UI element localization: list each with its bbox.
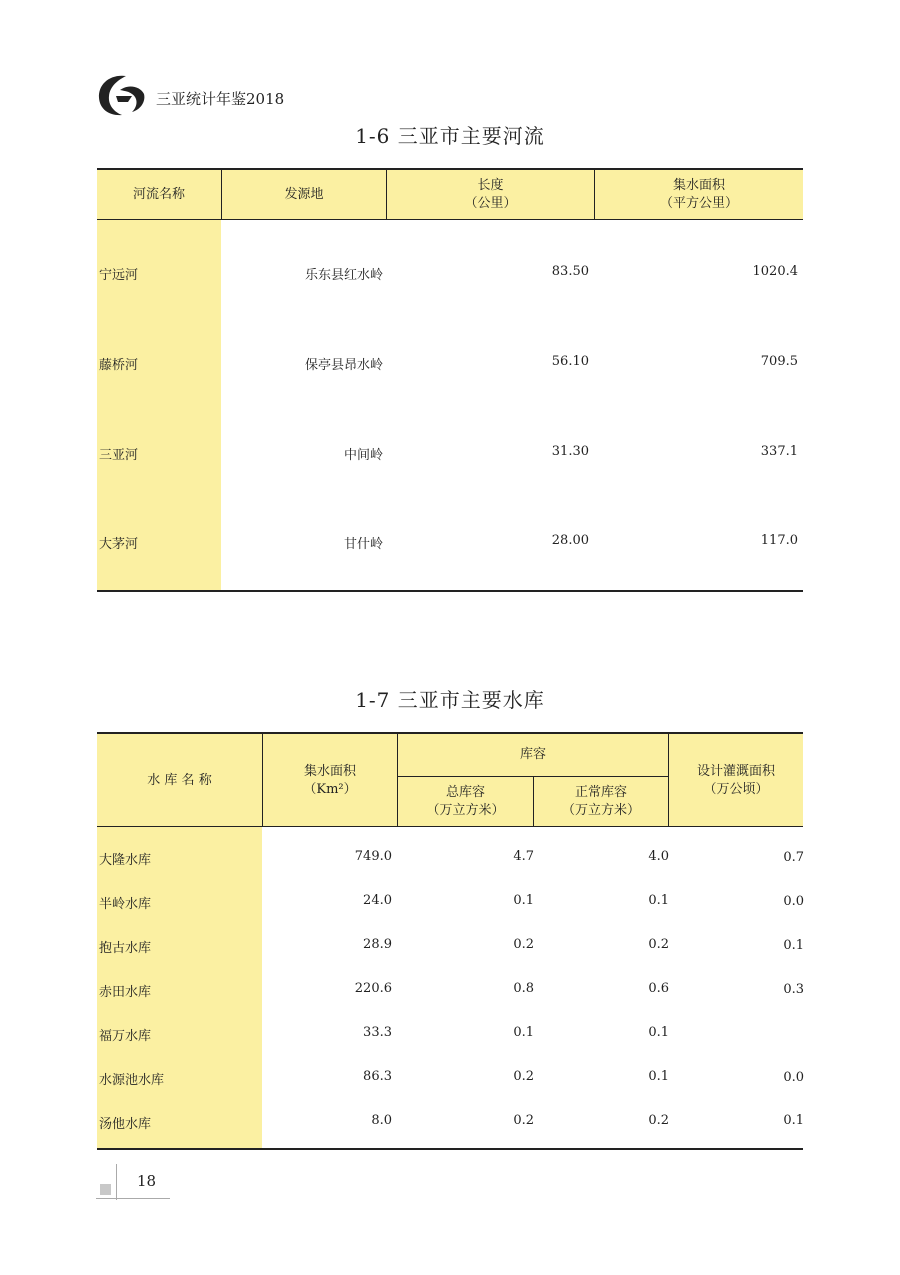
reservoir-total-capacity: 4.7	[513, 849, 534, 864]
reservoir-catchment: 24.0	[363, 893, 392, 908]
reservoir-total-capacity: 0.8	[513, 981, 534, 996]
reservoir-name: 赤田水库	[99, 985, 152, 1000]
reservoir-name: 水源池水库	[99, 1073, 165, 1088]
yearbook-logo-icon	[96, 72, 148, 118]
river-area: 709.5	[760, 354, 798, 369]
reservoir-irrigation: 0.1	[783, 1113, 804, 1128]
reservoir-name: 大隆水库	[99, 853, 152, 868]
reservoir-irrigation: 0.1	[783, 938, 804, 953]
reservoir-irrigation: 0.7	[783, 850, 804, 865]
river-name: 藤桥河	[99, 358, 139, 373]
river-source: 中间岭	[343, 448, 383, 463]
reservoir-total-capacity: 0.1	[513, 1025, 534, 1040]
reservoir-irrigation: 0.3	[783, 982, 804, 997]
footer-rule	[96, 1198, 170, 1199]
reservoir-total-capacity: 0.2	[513, 1069, 534, 1084]
reservoir-name: 半岭水库	[99, 897, 152, 912]
reservoir-irrigation: 0.0	[783, 1070, 804, 1085]
footer-divider	[116, 1164, 117, 1200]
reservoir-name: 汤他水库	[99, 1117, 152, 1132]
reservoir-total-capacity: 0.2	[513, 937, 534, 952]
reservoir-normal-capacity: 0.1	[648, 893, 669, 908]
river-source: 甘什岭	[343, 537, 383, 552]
page-number: 18	[137, 1172, 157, 1190]
col-header-catchment-area: 集水面积 （平方公里）	[659, 178, 738, 211]
river-name: 三亚河	[99, 448, 139, 463]
reservoir-irrigation: 0.0	[783, 894, 804, 909]
reservoir-name: 福万水库	[99, 1029, 152, 1044]
river-length: 28.00	[551, 533, 589, 548]
river-area: 117.0	[760, 533, 798, 548]
reservoir-catchment: 86.3	[363, 1069, 392, 1084]
reservoir-catchment: 8.0	[371, 1113, 392, 1128]
table-2-title: 1-7 三亚市主要水库	[355, 688, 545, 712]
river-area: 1020.4	[752, 264, 798, 279]
river-length: 83.50	[551, 264, 589, 279]
book-title: 三亚统计年鉴2018	[156, 90, 285, 108]
footer-square-mark	[100, 1184, 111, 1195]
reservoir-normal-capacity: 0.2	[648, 1113, 669, 1128]
reservoir-normal-capacity: 0.1	[648, 1025, 669, 1040]
table-1-title: 1-6 三亚市主要河流	[355, 124, 545, 148]
river-source: 乐东县红水岭	[304, 268, 383, 283]
reservoir-name: 抱古水库	[99, 941, 152, 956]
col-header-river-name: 河流名称	[132, 187, 185, 202]
reservoir-catchment: 28.9	[363, 937, 392, 952]
reservoir-normal-capacity: 0.2	[648, 937, 669, 952]
river-area: 337.1	[760, 444, 798, 459]
reservoir-normal-capacity: 0.6	[648, 981, 669, 996]
col-header-source: 发源地	[284, 187, 324, 202]
reservoir-total-capacity: 0.2	[513, 1113, 534, 1128]
reservoir-total-capacity: 0.1	[513, 893, 534, 908]
river-length: 31.30	[551, 444, 589, 459]
col-header-length: 长度 （公里）	[464, 178, 517, 211]
col-header-total-capacity: 总库容 （万立方米）	[426, 785, 505, 818]
reservoir-catchment: 33.3	[363, 1025, 392, 1040]
col-header-capacity: 库容	[519, 747, 546, 762]
col-header-irrigation-area: 设计灌溉面积 （万公顷）	[696, 763, 775, 797]
river-name: 宁远河	[99, 268, 139, 283]
reservoir-normal-capacity: 4.0	[648, 849, 669, 864]
reservoir-catchment: 220.6	[354, 981, 392, 996]
col-header-normal-capacity: 正常库容 （万立方米）	[561, 785, 640, 818]
reservoir-catchment: 749.0	[354, 849, 392, 864]
col-header-catchment: 集水面积 （Km²）	[303, 763, 357, 797]
river-length: 56.10	[551, 354, 589, 369]
river-name: 大茅河	[99, 537, 139, 552]
reservoir-normal-capacity: 0.1	[648, 1069, 669, 1084]
col-header-reservoir-name: 水 库 名 称	[147, 772, 212, 788]
river-source: 保亭县昂水岭	[304, 358, 383, 373]
